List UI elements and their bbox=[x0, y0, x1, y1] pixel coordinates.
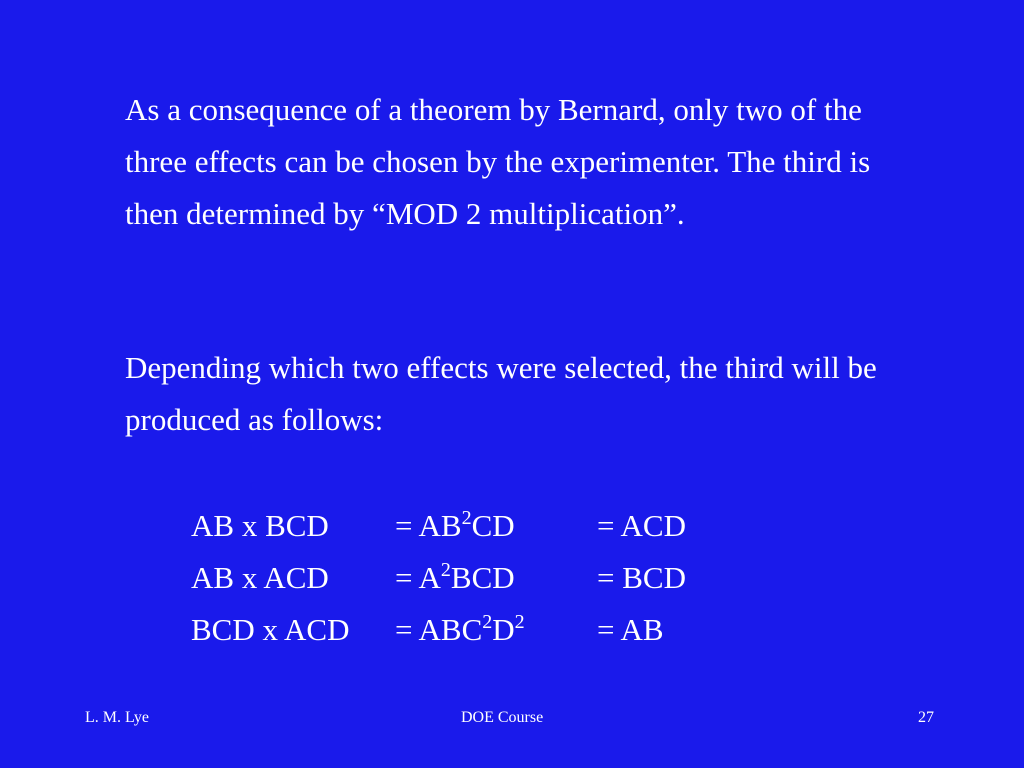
equation-expansion bbox=[395, 605, 525, 655]
footer-course: DOE Course bbox=[461, 709, 544, 726]
expansion-term: CD bbox=[471, 508, 515, 543]
expansion-term: = A bbox=[395, 560, 441, 595]
exponent: 2 bbox=[461, 507, 472, 529]
equation-result: = BCD bbox=[597, 560, 686, 595]
expansion-term: BCD bbox=[450, 560, 515, 595]
equation-product: AB x BCD bbox=[191, 508, 329, 543]
exponent: 2 bbox=[514, 611, 525, 633]
footer-author: L. M. Lye bbox=[85, 709, 149, 726]
equation-expansion bbox=[395, 501, 515, 551]
expansion-term: = ABC bbox=[395, 612, 483, 647]
expansion-term: D bbox=[492, 612, 515, 647]
intro-paragraph: As a consequence of a theorem by Bernard, only two of the three effects can be chosen by the experimenter. The third is then determined by “MOD 2 multiplication”. bbox=[125, 92, 871, 231]
selection-paragraph: Depending which two effects were selected, the third will be produced as follows: bbox=[125, 350, 877, 437]
expansion-term: = AB bbox=[395, 508, 462, 543]
equation-product: AB x ACD bbox=[191, 560, 329, 595]
exponent: 2 bbox=[482, 611, 493, 633]
equation-result: = AB bbox=[597, 612, 664, 647]
equation-product: BCD x ACD bbox=[191, 612, 350, 647]
equation-result: = ACD bbox=[597, 508, 686, 543]
exponent: 2 bbox=[440, 559, 451, 581]
equation-expansion bbox=[395, 553, 515, 603]
footer-page-number: 27 bbox=[918, 709, 934, 726]
